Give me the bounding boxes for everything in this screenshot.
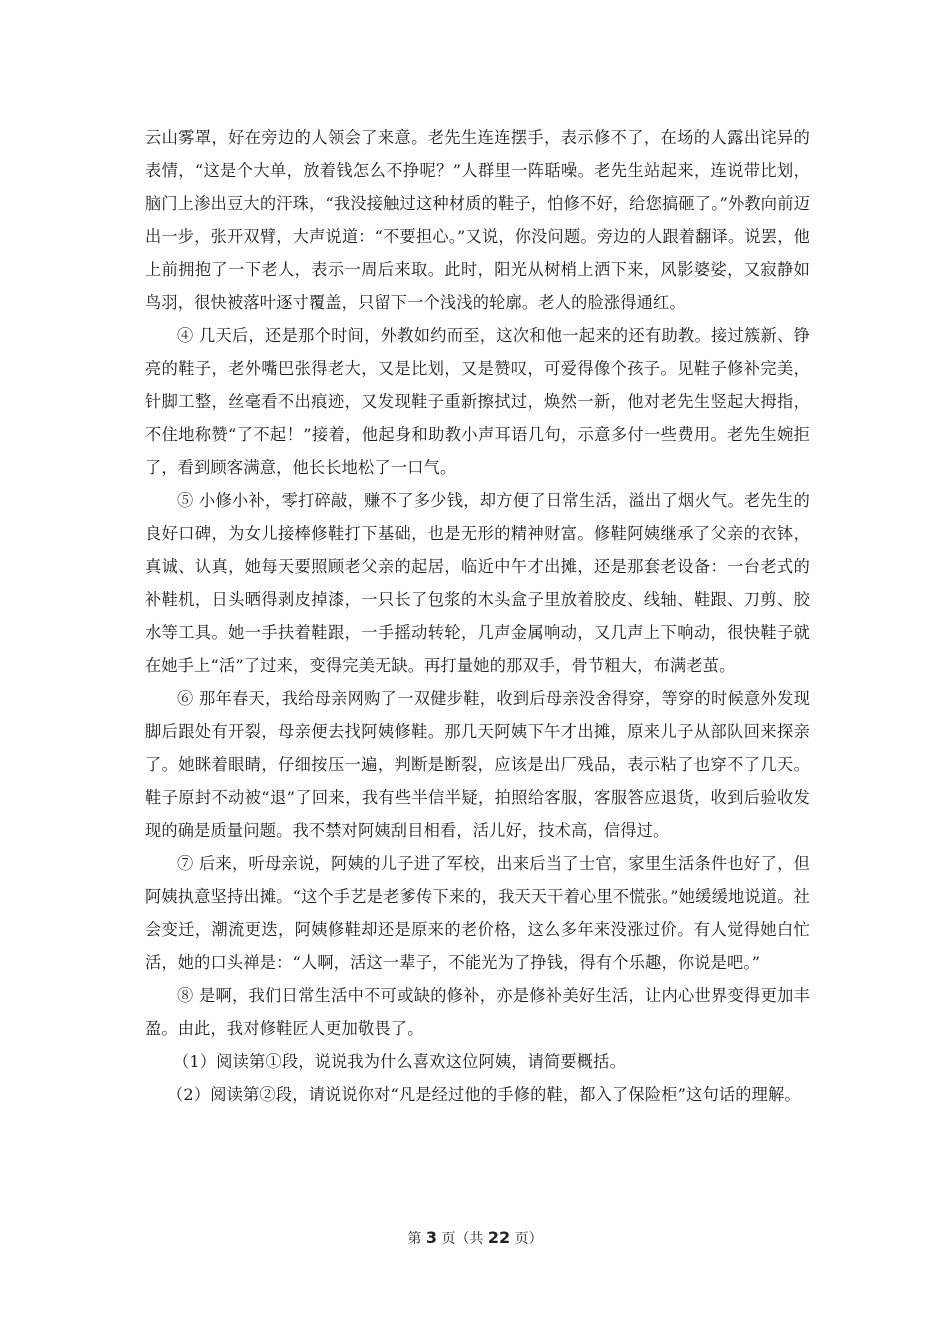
footer-prefix: 第 [407, 1231, 422, 1247]
footer-suffix: 页） [514, 1231, 543, 1247]
footer-middle: 页（共 [441, 1231, 484, 1247]
paragraph-3-continued: 云山雾罩，好在旁边的人领会了来意。老先生连连摆手，表示修不了，在场的人露出诧异的表情，“这是个大单，放着钱怎么不挣呢？”人群里一阵聒噪。老先生站起来，连说带比划，脑门上渗出豆大的汗珠，“我没接触过这种材质的鞋子，怕修不好，给您搞砸了。”外教向前迈出一步，张开双臂，大声说道：“不要担心。”又说，你没问题。旁边的人跟着翻译。说罢，他上前拥抱了一下老人，表示一周后来取。此时，阳光从树梢上洒下来，风影婆娑，又寂静如鸟羽，很快被落叶逐寸覆盖，只留下一个浅浅的轮廓。老人的脸涨得通红。 [145, 128, 810, 312]
article-body [145, 121, 810, 1111]
paragraph-6: ⑥ 那年春天，我给母亲网购了一双健步鞋，收到后母亲没舍得穿，等穿的时候意外发现脚后跟处有开裂，母亲便去找阿姨修鞋。那几天阿姨下午才出摊，原来儿子从部队回来探亲了。她眯着眼睛，仔细按压一遍，判断是断裂，应该是出厂残品，表示粘了也穿不了几天。鞋子原封不动被“退”了回来，我有些半信半疑，拍照给客服，客服答应退货，收到后验收发现的确是质量问题。我不禁对阿姨刮目相看，活儿好，技术高，信得过。 [145, 689, 810, 840]
question-1: （1）阅读第①段，说说我为什么喜欢这位阿姨，请简要概括。 [173, 1052, 626, 1071]
footer-total-pages: 22 [487, 1228, 511, 1247]
paragraph-7: ⑦ 后来，听母亲说，阿姨的儿子进了军校，出来后当了士官，家里生活条件也好了，但阿姨执意坚持出摊。“这个手艺是老爹传下来的，我天天干着心里不慌张。”她缓缓地说道。社会变迁，潮流更迭，阿姨修鞋却还是原来的老价格，这么多年来没涨过价。有人觉得她白忙活，她的口头禅是：“人啊，活这一辈子，不能光为了挣钱，得有个乐趣，你说是吧。” [145, 854, 810, 972]
footer-page-number: 3 [425, 1228, 437, 1247]
paragraph-5: ⑤ 小修小补，零打碎敲，赚不了多少钱，却方便了日常生活，溢出了烟火气。老先生的良好口碑，为女儿接棒修鞋打下基础，也是无形的精神财富。修鞋阿姨继承了父亲的衣钵，真诚、认真，她每天要照顾老父亲的起居，临近中午才出摊，还是那套老设备：一台老式的补鞋机，日头晒得剥皮掉漆，一只长了包浆的木头盒子里放着胶皮、线轴、鞋跟、刀剪、胶水等工具。她一手扶着鞋跟，一手摇动转轮，几声金属响动，又几声上下响动，很快鞋子就在她手上“活”了过来，变得完美无缺。再打量她的那双手，骨节粗大，布满老茧。 [145, 491, 810, 675]
paragraph-8: ⑧ 是啊，我们日常生活中不可或缺的修补，亦是修补美好生活，让内心世界变得更加丰盈。由此，我对修鞋匠人更加敬畏了。 [145, 986, 810, 1038]
question-2: （2）阅读第②段，请说说你对“凡是经过他的手修的鞋，都入了保险柜”这句话的理解。 [167, 1085, 801, 1104]
paragraph-4: ④ 几天后，还是那个时间，外教如约而至，这次和他一起来的还有助教。接过簇新、铮亮的鞋子，老外嘴巴张得老大，又是比划，又是赞叹，可爱得像个孩子。见鞋子修补完美，针脚工整，丝毫看不出痕迹，又发现鞋子重新擦拭过，焕然一新，他对老先生竖起大拇指，不住地称赞“了不起！”接着，他起身和助教小声耳语几句，示意多付一些费用。老先生婉拒了，看到顾客满意，他长长地松了一口气。 [145, 326, 810, 477]
page-footer [0, 1228, 950, 1248]
